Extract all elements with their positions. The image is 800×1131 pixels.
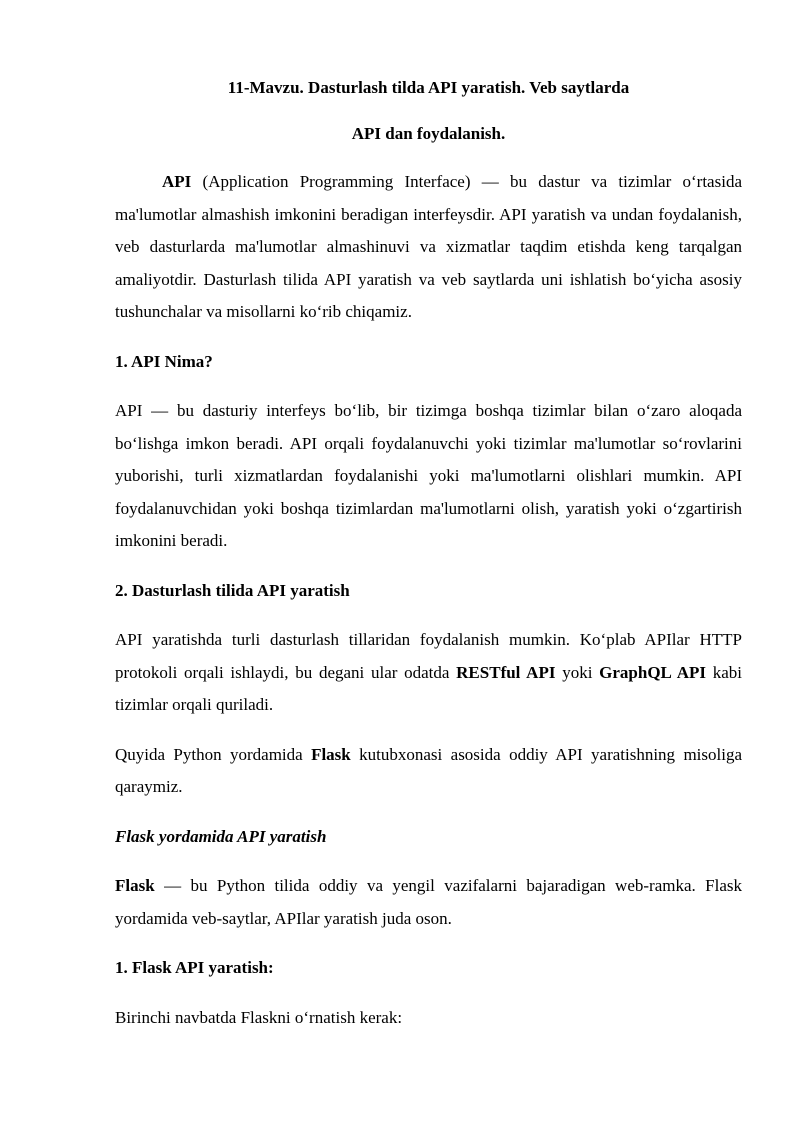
section1-paragraph: API — bu dasturiy interfeys bo‘lib, bir tizimga boshqa tizimlar bilan o‘zaro aloqada bo‘lishga imkon beradi. API orqali foydalanuvchi yoki tizimlar ma'lumotlar so‘rovlarini yuborishi, turli xizmatlardan foydalanishi yoki ma'lumotlarni olishlari mumkin. API foydalanuvchidan yoki boshqa tizimlardan ma'lumotlarni olish, yaratish yoki o‘zgartirish imkonini beradi.: [115, 401, 742, 550]
document-title-line1: 11-Mavzu. Dasturlash tilda API yaratish. Veb saytlarda: [227, 78, 630, 97]
flask-term: Flask: [311, 744, 351, 764]
document-page: [115, 72, 742, 1051]
section2-p1-text-b: yoki: [555, 662, 600, 682]
section2-paragraph2: [115, 739, 742, 804]
intro-text: (Application Programming Interface) — bu dastur va tizimlar o‘rtasida ma'lumotlar almashish imkonini beradigan interfeysdir. API yaratish va undan foydalanish, veb dasturlarda ma'lumotlar almashinuvi va xizmatlar taqdim etishda keng tarqalgan amaliyotdir. Dasturlash tilida API yaratish va veb saytlarda uni ishlatish bo‘yicha asosiy tushunchalar va misollarni ko‘rib chiqamiz.: [115, 172, 742, 321]
step1-heading: 1. Flask API yaratish:: [115, 958, 274, 977]
section2-p1-text-c: kabi tizimlar orqali quriladi.: [115, 662, 742, 714]
step1-paragraph: Birinchi navbatda Flaskni o‘rnatish kerak:: [115, 1007, 403, 1027]
section2-heading: 2. Dasturlash tilida API yaratish: [115, 580, 350, 600]
section2-paragraph1: [115, 624, 742, 722]
flask-paragraph: [115, 870, 742, 935]
flask-bold-term: Flask: [115, 876, 155, 895]
intro-paragraph: [115, 166, 742, 329]
section2-p2-text-a: Quyida Python yordamida: [115, 744, 312, 764]
section2-p1-text-a: API yaratishda turli dasturlash tillaridan foydalanish mumkin. Ko‘plab APIlar HTTP protokoli orqali ishlaydi, bu degani ular odatda: [115, 630, 742, 682]
document-title-line2: API dan foydalanish.: [351, 124, 506, 143]
flask-text: — bu Python tilida oddiy va yengil vazifalarni bajaradigan web-ramka. Flask yordamida veb-saytlar, APIlar yaratish juda oson.: [115, 876, 742, 928]
section2-p2-text-b: kutubxonasi asosida oddiy API yaratishning misoliga qaraymiz.: [115, 744, 742, 796]
flask-section-heading: Flask yordamida API yaratish: [115, 826, 327, 846]
intro-bold-term: API: [162, 172, 192, 191]
graphql-api-term: GraphQL API: [599, 662, 706, 682]
restful-api-term: RESTful API: [456, 662, 556, 682]
section1-heading: 1. API Nima?: [115, 351, 213, 371]
